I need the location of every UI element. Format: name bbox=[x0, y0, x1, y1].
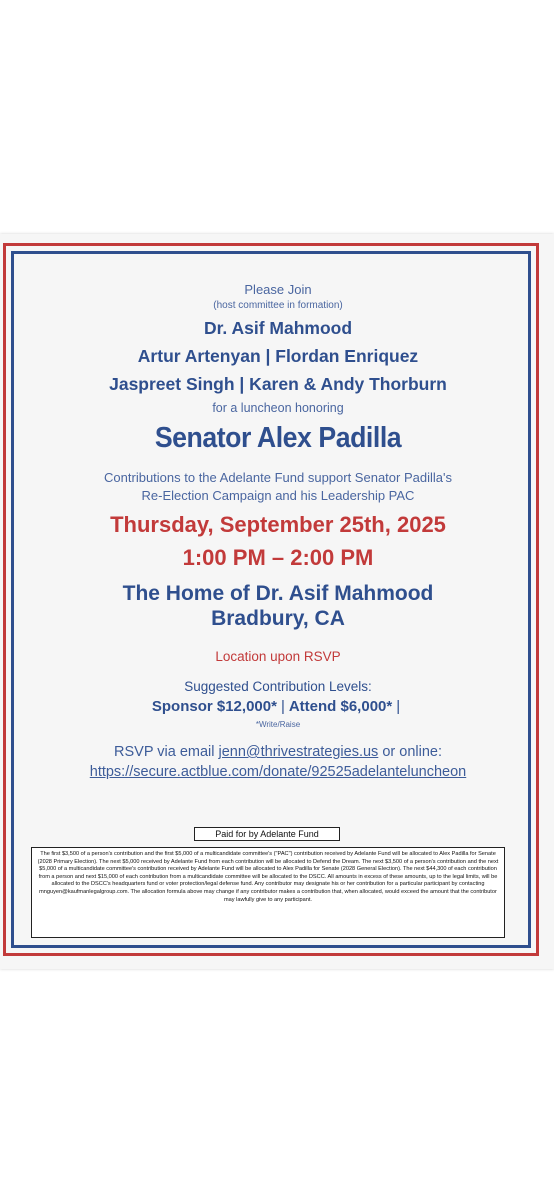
level-separator-end: | bbox=[396, 698, 401, 715]
venue-line-2: Bradbury, CA bbox=[211, 607, 345, 630]
legal-disclaimer: The first $3,500 of a person's contribution and the first $5,000 of a multicandidate committee's ("PAC") contribution received by Adelante Fund will be allocated to Alex Padilla for Senate (2028 Primary Election). The next $5,000 received by Adelante Fund from each contribution will be allocated to Defend the Dream. The next $3,500 of a person's contribution and the next $5,000 of a multicandidate committee's contribution received by Adelante Fund will be allocated to Alex Padilla for Senate (2028 General Election). The next $44,300 of each contribution from a person and next $15,000 of each contribution from a multicandidate committee will be allocated to the DSCC. All amounts in excess of these amounts, up to the legal limits, will be allocated to the DSCC's headquarters fund or voter protection/legal defense fund. Any contributor may designate his or her contribution for a particular participant by contacting mnguyen@kaufmanlegalgroup.com. The allocation formula above may change if any contributor makes a contribution that, when allocated, would exceed the amount that the contributor may lawfully give to any participant. bbox=[31, 847, 505, 938]
honoring-text: for a luncheon honoring bbox=[212, 401, 344, 415]
host-line-1: Dr. Asif Mahmood bbox=[203, 318, 353, 338]
rsvp-email-link[interactable]: jenn@thrivestrategies.us bbox=[218, 744, 379, 760]
honoree-name: Senator Alex Padilla bbox=[154, 422, 402, 454]
rsvp-url-link[interactable]: https://secure.actblue.com/donate/92525adelanteluncheon bbox=[89, 764, 467, 780]
venue-line-1: The Home of Dr. Asif Mahmood bbox=[122, 582, 434, 605]
location-note: Location upon RSVP bbox=[215, 649, 341, 664]
host-line-3: Jaspreet Singh | Karen & Andy Thorburn bbox=[109, 374, 447, 394]
level-attend: Attend $6,000* bbox=[288, 698, 393, 715]
contribution-levels bbox=[20, 698, 536, 715]
level-separator: | bbox=[280, 698, 285, 715]
rsvp-line bbox=[20, 744, 536, 760]
event-date: Thursday, September 25th, 2025 bbox=[110, 512, 446, 537]
level-sponsor: Sponsor $12,000* bbox=[151, 698, 277, 715]
contributions-line-2: Re-Election Campaign and his Leadership PAC bbox=[141, 488, 415, 503]
invitation-flyer bbox=[0, 234, 554, 969]
flyer-content bbox=[20, 234, 536, 969]
write-raise-note: *Write/Raise bbox=[255, 720, 301, 729]
suggested-levels-heading: Suggested Contribution Levels: bbox=[184, 679, 372, 694]
rsvp-suffix: or online: bbox=[382, 744, 442, 760]
paid-for-box: Paid for by Adelante Fund bbox=[194, 827, 340, 841]
host-committee-note: (host committee in formation) bbox=[213, 300, 343, 311]
please-join: Please Join bbox=[244, 282, 312, 297]
contributions-line-1: Contributions to the Adelante Fund support Senator Padilla's bbox=[104, 470, 452, 485]
event-time: 1:00 PM – 2:00 PM bbox=[182, 545, 374, 570]
host-line-2: Artur Artenyan | Flordan Enriquez bbox=[137, 346, 419, 366]
rsvp-url-line bbox=[20, 764, 536, 780]
rsvp-prefix: RSVP via email bbox=[114, 744, 215, 760]
